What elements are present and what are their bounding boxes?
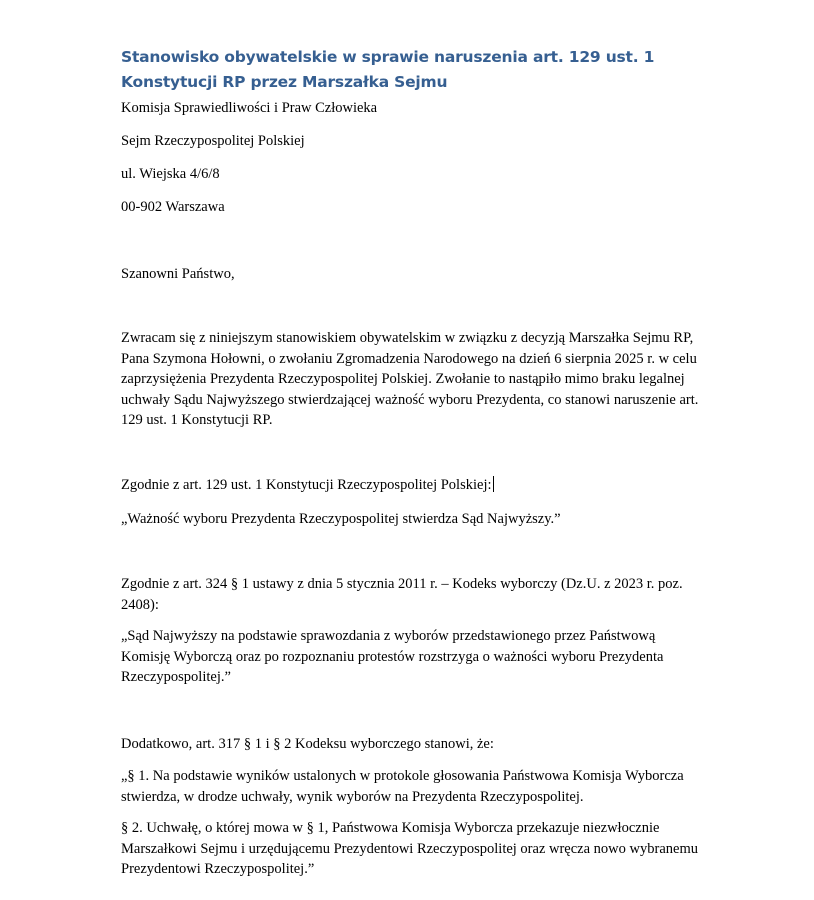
document-title: Stanowisko obywatelskie w sprawie naruszenia art. 129 ust. 1 Konstytucji RP przez Marszałka Sejmu — [121, 48, 655, 91]
recipient-institution: Sejm Rzeczypospolitej Polskiej — [121, 133, 305, 149]
article-317-paragraph-1: „§ 1. Na podstawie wyników ustalonych w protokole głosowania Państwowa Komisja Wyborcza stwierdza, w drodze uchwały, wynik wyborów na Prezydenta Rzeczypospolitej. — [121, 768, 684, 805]
additional-intro: Dodatkowo, art. 317 § 1 i § 2 Kodeksu wyborczego stanowi, że: — [121, 736, 494, 752]
salutation: Szanowni Państwo, — [121, 266, 235, 282]
constitution-quote: „Ważność wyboru Prezydenta Rzeczypospolitej stwierdza Sąd Najwyższy.” — [121, 511, 561, 527]
constitution-intro-text: Zgodnie z art. 129 ust. 1 Konstytucji Rzeczypospolitej Polskiej: — [121, 477, 492, 493]
recipient-committee: Komisja Sprawiedliwości i Praw Człowieka — [121, 100, 378, 116]
electoral-code-quote: „Sąd Najwyższy na podstawie sprawozdania z wyborów przedstawionego przez Państwową Komisję Wyborczą oraz po rozpoznaniu protestów rozstrzyga o ważności wyboru Prezydenta Rzeczypospolitej.” — [121, 628, 664, 685]
article-317-paragraph-2: § 2. Uchwałę, o której mowa w § 1, Państwowa Komisja Wyborcza przekazuje niezwłocznie Marszałkowi Sejmu i urzędującemu Prezydentowi Rzeczypospolitej oraz wręcza nowo wybranemu Prezydentowi Rzeczypospolitej.” — [121, 820, 698, 877]
recipient-street: ul. Wiejska 4/6/8 — [121, 166, 220, 182]
recipient-city: 00-902 Warszawa — [121, 199, 225, 215]
electoral-code-intro: Zgodnie z art. 324 § 1 ustawy z dnia 5 stycznia 2011 r. – Kodeks wyborczy (Dz.U. z 2023 r. poz. 2408): — [121, 576, 683, 613]
intro-paragraph: Zwracam się z niniejszym stanowiskiem obywatelskim w związku z decyzją Marszałka Sejmu RP, Pana Szymona Hołowni, o zwołaniu Zgromadzenia Narodowego na dzień 6 sierpnia 2025 r. w celu zaprzysiężenia Prezydenta Rzeczypospolitej Polskiej. Zwołanie to nastąpiło mimo braku legalnej uchwały Sądu Najwyższego stwierdzającej ważność wyboru Prezydenta, co stanowi naruszenie art. 129 ust. 1 Konstytucji RP. — [121, 330, 699, 428]
constitution-intro-paragraph — [121, 475, 711, 496]
text-cursor — [493, 476, 494, 492]
